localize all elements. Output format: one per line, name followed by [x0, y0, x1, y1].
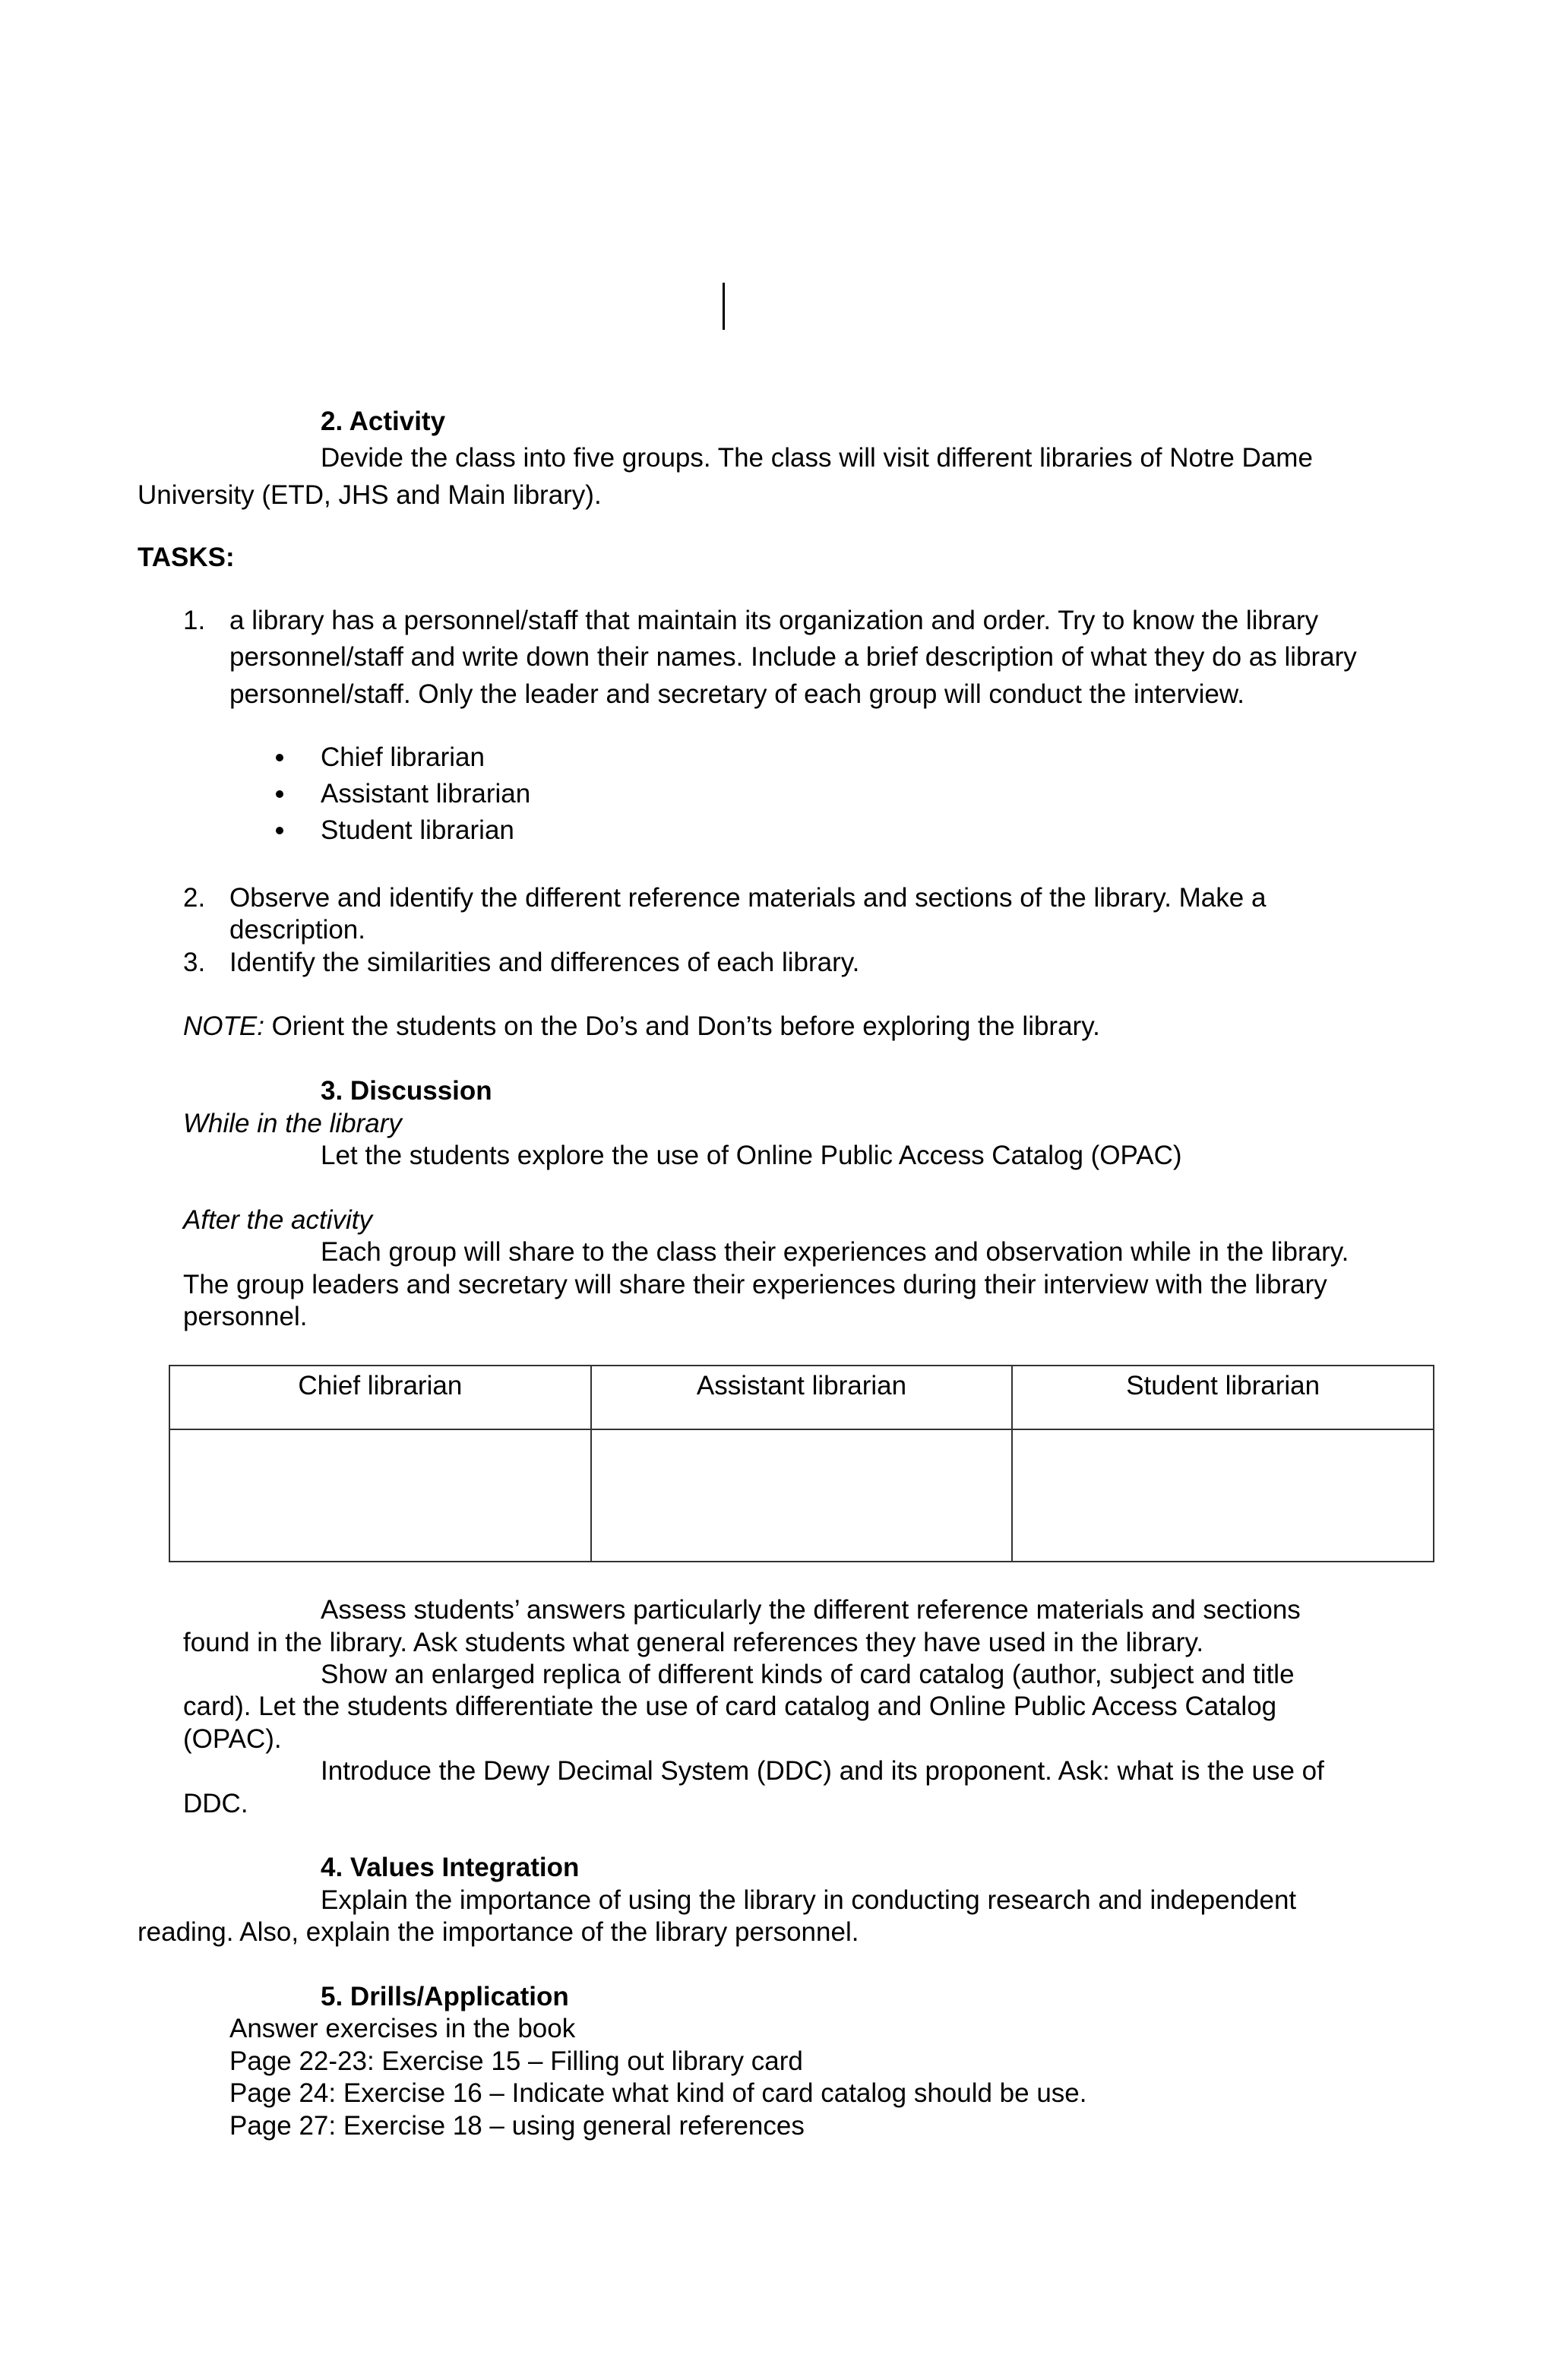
- activity-line-2: University (ETD, JHS and Main library).: [138, 480, 602, 510]
- drills-heading: 5. Drills/Application: [321, 1982, 569, 2011]
- drills-line-4: Page 27: Exercise 18 – using general references: [229, 2111, 805, 2141]
- table-row: [169, 1429, 1434, 1562]
- task-1-line-3: personnel/staff. Only the leader and secretary of each group will conduct the interview.: [229, 679, 1244, 709]
- after-line-2: The group leaders and secretary will share their experiences during their interview with the library: [183, 1270, 1327, 1299]
- task-3-number: 3.: [183, 948, 206, 977]
- librarian-table: [169, 1365, 1434, 1562]
- bullet-chief-librarian: Chief librarian: [321, 742, 485, 772]
- text-cursor: [723, 283, 725, 330]
- assess-p2-line-3: (OPAC).: [183, 1724, 282, 1754]
- task-1-line-1: a library has a personnel/staff that maintain its organization and order. Try to know the library: [229, 606, 1319, 635]
- assess-p2-line-2: card). Let the students differentiate the use of card catalog and Online Public Access Catalog: [183, 1692, 1277, 1721]
- while-label: While in the library: [183, 1109, 402, 1138]
- activity-line-1: Devide the class into five groups. The class will visit different libraries of Notre Dame: [321, 443, 1313, 473]
- table-cell-assistant: [591, 1429, 1013, 1562]
- assess-p1-line-2: found in the library. Ask students what general references they have used in the library.: [183, 1628, 1204, 1657]
- bullet-dot: [276, 754, 283, 761]
- table-header-row: [169, 1366, 1434, 1429]
- values-line-2: reading. Also, explain the importance of the library personnel.: [138, 1917, 859, 1947]
- table-cell-chief: [169, 1429, 591, 1562]
- table-header-chief: Chief librarian: [169, 1366, 591, 1429]
- task-2-number: 2.: [183, 883, 206, 913]
- bullet-dot: [276, 827, 283, 834]
- while-text: Let the students explore the use of Online Public Access Catalog (OPAC): [321, 1141, 1182, 1170]
- assess-p2-line-1: Show an enlarged replica of different kinds of card catalog (author, subject and title: [321, 1660, 1295, 1689]
- task-1-number: 1.: [183, 606, 206, 635]
- discussion-heading: 3. Discussion: [321, 1076, 492, 1106]
- activity-heading: 2. Activity: [321, 407, 446, 436]
- task-2-line-1: Observe and identify the different reference materials and sections of the library. Make a: [229, 883, 1267, 913]
- table-header-assistant: Assistant librarian: [591, 1366, 1013, 1429]
- after-label: After the activity: [183, 1205, 372, 1235]
- note-text: Orient the students on the Do’s and Don’ts before exploring the library.: [264, 1011, 1100, 1041]
- drills-line-2: Page 22-23: Exercise 15 – Filling out library card: [229, 2046, 803, 2076]
- values-heading: 4. Values Integration: [321, 1853, 580, 1882]
- after-line-1: Each group will share to the class their experiences and observation while in the library.: [321, 1237, 1349, 1267]
- values-line-1: Explain the importance of using the library in conducting research and independent: [321, 1885, 1297, 1915]
- bullet-student-librarian: Student librarian: [321, 815, 514, 845]
- bullet-dot: [276, 790, 283, 798]
- table-cell-student: [1012, 1429, 1434, 1562]
- table-header-student: Student librarian: [1012, 1366, 1434, 1429]
- note-label: NOTE:: [183, 1011, 264, 1041]
- drills-line-3: Page 24: Exercise 16 – Indicate what kind of card catalog should be use.: [229, 2078, 1087, 2108]
- task-2-line-2: description.: [229, 915, 365, 945]
- after-line-3: personnel.: [183, 1302, 308, 1331]
- assess-p3-line-2: DDC.: [183, 1789, 248, 1818]
- tasks-heading: TASKS:: [138, 543, 235, 572]
- assess-p1-line-1: Assess students’ answers particularly the different reference materials and sections: [321, 1595, 1301, 1625]
- task-3-line-1: Identify the similarities and differences of each library.: [229, 948, 860, 977]
- drills-line-1: Answer exercises in the book: [229, 2014, 576, 2043]
- assess-p3-line-1: Introduce the Dewy Decimal System (DDC) and its proponent. Ask: what is the use of: [321, 1756, 1324, 1786]
- bullet-assistant-librarian: Assistant librarian: [321, 779, 531, 809]
- task-1-line-2: personnel/staff and write down their names. Include a brief description of what they do as library: [229, 642, 1357, 672]
- note-line: [183, 1013, 1100, 1040]
